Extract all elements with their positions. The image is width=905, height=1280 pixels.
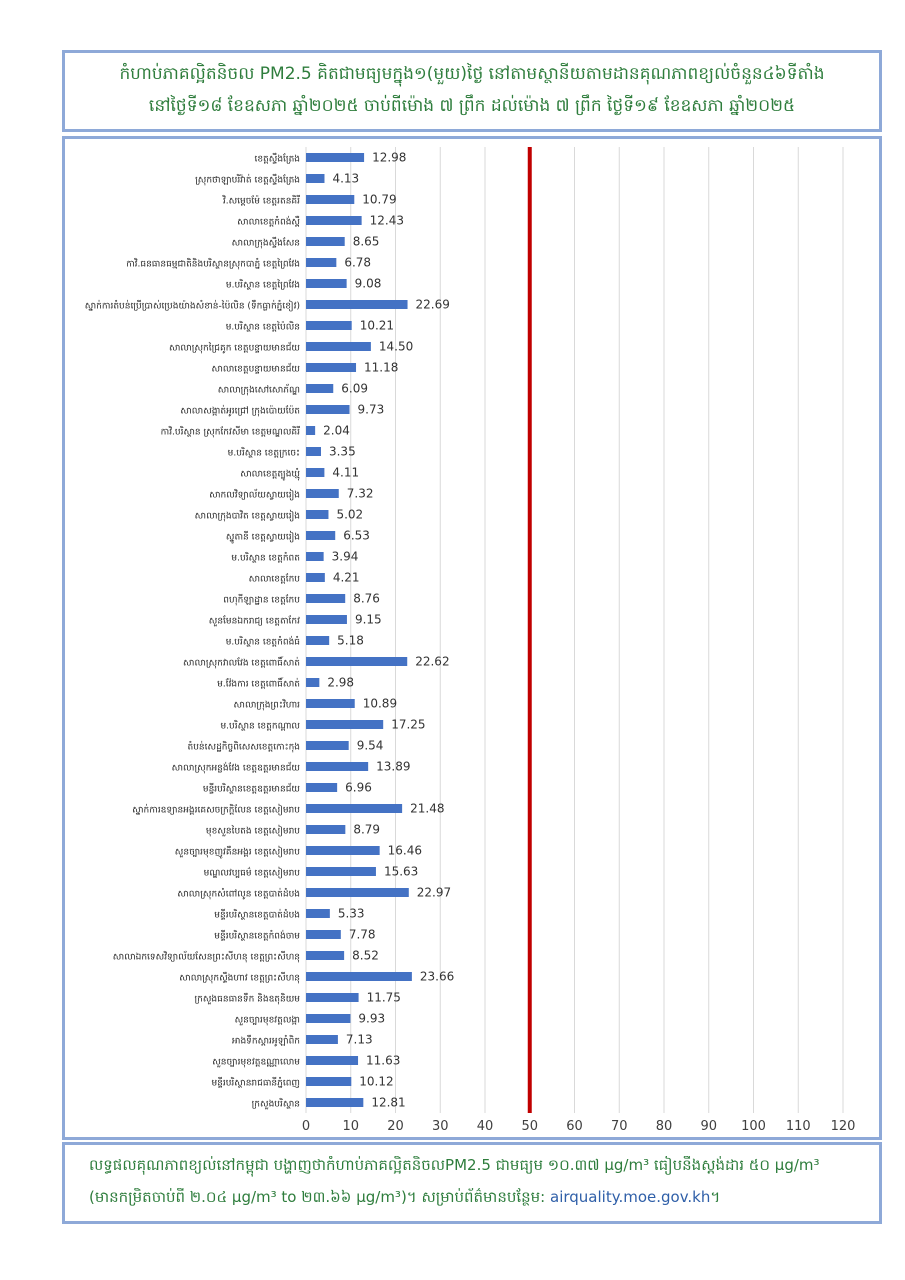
bar	[306, 825, 345, 834]
data-label: 4.21	[332, 570, 360, 585]
category-label: អាងទឹកស្តារអូឡាំពិក	[231, 1036, 300, 1047]
data-label: 22.62	[415, 654, 450, 669]
bar	[306, 699, 355, 708]
x-tick-label: 60	[566, 1119, 583, 1134]
bar	[306, 153, 364, 162]
bar	[306, 951, 344, 960]
category-label: តំបន់សេដ្ឋកិច្ចពិសេសខេត្តកោះកុង	[187, 742, 300, 753]
category-label: សួនច្បារមុខវត្តលង្កា	[234, 1015, 300, 1026]
bar	[306, 342, 371, 351]
data-label: 10.79	[362, 192, 397, 207]
bar	[306, 993, 359, 1002]
category-label: ស្នាក់ការតំបន់ប្រើប្រាស់ប្រេងយ៉ាងសំខាន់-ប៉ៃលិន (ទឹកធ្លាក់ភ្នំខៀវ)	[84, 301, 300, 312]
data-label: 21.48	[410, 801, 445, 816]
category-label: មន្ទីរបរិស្ថានខេត្តកំពង់ចាម	[214, 931, 300, 942]
bar	[306, 804, 402, 813]
footer-summary-line: លទ្ធផលគុណភាពខ្យល់នៅកម្ពុជា បង្ហាញថាកំហាប់ភាគល្អិតនិចលPM2.5 ជាមធ្យម ១០.៣៧ µg/m³ ធៀបនឹងស្តង់ដារ ៥០ µg/m³	[89, 1156, 820, 1174]
bar	[306, 573, 325, 582]
bar	[306, 720, 383, 729]
bar	[306, 1098, 363, 1107]
data-label: 10.12	[359, 1074, 394, 1089]
data-label: 10.21	[359, 318, 395, 333]
data-label: 15.63	[383, 864, 419, 879]
bar	[306, 909, 330, 918]
bar	[306, 657, 407, 666]
data-label: 6.78	[344, 255, 372, 270]
x-tick-label: 110	[785, 1119, 811, 1134]
category-label: មន្ទីរបរិស្ថានខេត្តបាត់ដំបង	[214, 910, 300, 921]
data-label: 9.54	[356, 738, 384, 753]
data-label: 12.98	[372, 150, 407, 165]
category-label: សាលាឯកទេសវិទ្យាល័យសែនព្រះសីហនុ ខេត្តព្រះសីហនុ	[112, 952, 300, 963]
data-label: 6.53	[343, 528, 370, 543]
grid-layer	[306, 147, 843, 1113]
data-label: 7.13	[345, 1032, 373, 1047]
data-label: 7.78	[348, 927, 376, 942]
x-tick-label: 10	[342, 1119, 360, 1134]
data-label: 11.75	[366, 990, 401, 1005]
page-title-line-1: កំហាប់ភាគល្អិតនិចល PM2.5 គិតជាមធ្យមក្នុង១(មួយ)ថ្ងៃ នៅតាមស្ថានីយតាមដានគុណភាពខ្យល់ចំនួន៤៦ទីតាំង	[119, 64, 825, 84]
bar	[306, 300, 408, 309]
data-label: 5.02	[336, 507, 364, 522]
category-label: កាវិ.ធនធានធម្មជាតិនិងបរិស្ថានស្រុកបាភ្នំ ខេត្តព្រៃវែង	[126, 259, 300, 270]
category-label: ស្រុកថាឡាបរិវ៉ាត់ ខេត្តស្ទឹងត្រែង	[195, 175, 300, 186]
data-label: 9.73	[357, 402, 385, 417]
bar	[306, 1014, 350, 1023]
x-tick-label: 40	[476, 1119, 494, 1134]
bar	[306, 1056, 358, 1065]
x-tick-label: 120	[830, 1119, 856, 1134]
x-tick-label: 0	[301, 1119, 311, 1134]
data-label: 22.97	[416, 885, 452, 900]
data-label: 23.66	[419, 969, 455, 984]
bar	[306, 447, 321, 456]
category-label: ម.បរិស្ថាន ខេត្តកណ្ដាល	[220, 721, 300, 732]
category-label: ម.បរិស្ថាន ខេត្តព្រៃវែង	[225, 280, 300, 291]
data-label: 8.52	[352, 948, 379, 963]
data-label: 13.89	[376, 759, 411, 774]
category-label: មុខសួនបៃតង ខេត្តសៀមរាប	[205, 826, 300, 837]
category-label: សាលាក្រុងសៅសោភ័ណ្ឌ	[217, 385, 300, 396]
category-label: សាលាក្រុងព្រះវិហារ	[233, 700, 300, 711]
category-label: សាលាក្រុងស្ទឹងសែន	[231, 238, 300, 249]
pm25-bar-chart	[65, 139, 879, 1137]
category-label: សួនច្បារមុខវត្តឧណ្ណាលោម	[212, 1057, 300, 1068]
bar	[306, 594, 345, 603]
data-label: 16.46	[387, 843, 423, 858]
category-label: សាលាខេត្តបន្ទាយមានជ័យ	[211, 364, 300, 375]
footer-range-line	[89, 1188, 869, 1210]
bar	[306, 468, 324, 477]
data-label: 8.65	[352, 234, 380, 249]
data-label: 8.79	[353, 822, 381, 837]
category-label: សាលាស្រុកវាលវែង ខេត្តពោធិ៍សាត់	[183, 658, 300, 669]
bar	[306, 363, 356, 372]
bar	[306, 636, 329, 645]
data-label: 17.25	[391, 717, 426, 732]
data-label: 6.96	[345, 780, 372, 795]
data-label: 9.15	[354, 612, 382, 627]
bar	[306, 216, 362, 225]
category-label: សាលាក្រុងបាវិត ខេត្តស្វាយរៀង	[194, 511, 300, 522]
category-label: ម.វ៉ែងការ ខេត្តពោធិ៍សាត់	[217, 679, 300, 690]
data-label: 5.33	[337, 906, 365, 921]
x-tick-label: 100	[741, 1119, 766, 1134]
category-label: សាលាខេត្តកំពង់ស្ពឺ	[237, 217, 300, 228]
data-label: 2.98	[327, 675, 355, 690]
bar	[306, 678, 319, 687]
bar	[306, 426, 315, 435]
data-label: 2.04	[323, 423, 350, 438]
x-tick-label: 30	[431, 1119, 449, 1134]
category-label: ស្នាក់ការឧទ្យានអង្គរគេសចក្រក្ដិលែន ខេត្តសៀមរាប	[132, 805, 300, 816]
data-label: 9.08	[354, 276, 382, 291]
category-label: មណ្ឌលវប្បធម៌ ខេត្តសៀមរាប	[203, 868, 300, 879]
category-label: ក្រសួងបរិស្ថាន	[251, 1099, 300, 1110]
footer-panel	[62, 1142, 882, 1224]
chart-panel	[62, 136, 882, 1140]
bar	[306, 741, 349, 750]
bar	[306, 237, 345, 246]
bar	[306, 846, 380, 855]
title-panel	[62, 50, 882, 132]
category-label: មន្ទីរបរិស្ថានរាជធានីភ្នំពេញ	[211, 1078, 300, 1089]
category-label: វិ.សម្ដេចម៉ែ ខេត្តរតនគិរី	[222, 196, 300, 207]
category-label: ម.បរិស្ថាន ខេត្តប៉ៃលិន	[225, 322, 300, 333]
category-label: សាលាសង្កាត់អូរជ្រៅ ក្រុងប៉ោយប៉ែត	[180, 406, 300, 417]
ticks-layer	[302, 1119, 856, 1134]
bar	[306, 867, 376, 876]
data-label: 12.81	[371, 1095, 406, 1110]
category-label: សាលាស្រុកស្ទឹងហាវ ខេត្តព្រះសីហនុ	[179, 973, 300, 984]
category-label: សាលាស្រុកអន្លង់វែង ខេត្តឧត្តរមានជ័យ	[171, 763, 300, 774]
labels-layer	[85, 151, 454, 1110]
bar	[306, 888, 409, 897]
category-label: ពហុកីឡាដ្ឋាន ខេត្តកែប	[223, 595, 300, 606]
data-label: 12.43	[369, 213, 404, 228]
bar	[306, 783, 337, 792]
category-label: សាលាស្រុកសំពៅលូន ខេត្តបាត់ដំបង	[177, 889, 300, 900]
bar	[306, 489, 339, 498]
bar	[306, 384, 333, 393]
footer-range-text: (មានកម្រិតចាប់ពី ២.០៤ µg/m³ to ២៣.៦៦ µg/m³)។ សម្រាប់ព័ត៌មានបន្ថែម:	[89, 1188, 550, 1206]
category-label: ស្នូតានី ខេត្តស្វាយរៀង	[225, 532, 300, 543]
bar	[306, 174, 324, 183]
bar	[306, 972, 412, 981]
data-label: 14.50	[378, 339, 414, 354]
bar	[306, 930, 341, 939]
x-tick-label: 90	[700, 1119, 718, 1134]
x-tick-label: 50	[521, 1119, 539, 1134]
data-label: 4.13	[332, 171, 360, 186]
bar	[306, 405, 350, 414]
page-title-line-2: នៅថ្ងៃទី១៨ ខែឧសភា ឆ្នាំ២០២៥ ចាប់ពីម៉ោង ៧ ព្រឹក ដល់ម៉ោង ៧ ព្រឹក ថ្ងៃទី១៩ ខែឧសភា ឆ្នាំ២០២៥	[148, 96, 796, 116]
category-label: ក្រសួងធនធានទឹក និងឧតុនិយម	[194, 994, 300, 1005]
data-label: 11.18	[364, 360, 399, 375]
x-tick-label: 20	[387, 1119, 404, 1134]
bar	[306, 258, 336, 267]
bar	[306, 1035, 338, 1044]
category-label: សាលាខេត្តត្បូងឃ្មុំ	[240, 469, 300, 480]
category-label: កាវិ.បរិស្ថាន ស្រុកកែវសីមា ខេត្តមណ្ឌលគិរី	[160, 427, 300, 438]
category-label: សាលាខេត្តកែប	[248, 574, 300, 585]
bar	[306, 510, 328, 519]
bar	[306, 195, 354, 204]
x-tick-label: 70	[610, 1119, 628, 1134]
data-label: 4.11	[332, 465, 360, 480]
category-label: ខេត្តស្ទឹងត្រែង	[254, 154, 300, 165]
category-label: ម.បរិស្ថាន ខេត្តកំពត	[231, 553, 300, 564]
bar	[306, 1077, 351, 1086]
bar	[306, 531, 335, 540]
category-label: ម.បរិស្ថាន ខេត្តកំពង់ធំ	[225, 637, 300, 648]
data-label: 5.18	[337, 633, 364, 648]
bar	[306, 615, 347, 624]
data-label: 6.09	[341, 381, 368, 396]
footer-end-mark: ។	[710, 1188, 721, 1206]
data-label: 9.93	[358, 1011, 386, 1026]
bar	[306, 552, 324, 561]
category-label: សាកលវិទ្យាល័យស្វាយរៀង	[209, 490, 300, 501]
category-label: សាលាស្រុកជ្រៃគូក ខេត្តបន្ទាយមានជ័យ	[168, 343, 300, 354]
bar	[306, 762, 368, 771]
data-label: 8.76	[353, 591, 380, 606]
bar	[306, 321, 352, 330]
data-label: 7.32	[346, 486, 374, 501]
category-label: សួនមែនឯករាជ្យ ខេត្តតាកែវ	[208, 616, 300, 627]
category-label: សួនច្បារមុខញូវគឺនអង្គរ ខេត្តសៀមរាប	[174, 847, 300, 858]
bar	[306, 279, 347, 288]
data-label: 3.94	[331, 549, 359, 564]
category-label: មន្ទីរបរិស្ថានខេត្តឧត្តរមានជ័យ	[202, 784, 300, 795]
data-label: 3.35	[328, 444, 356, 459]
data-label: 22.69	[415, 297, 450, 312]
data-label: 11.63	[366, 1053, 401, 1068]
data-label: 10.89	[362, 696, 398, 711]
x-tick-label: 80	[655, 1119, 673, 1134]
footer-website-link[interactable]: airquality.moe.gov.kh	[550, 1188, 711, 1206]
category-label: ម.បរិស្ថាន ខេត្តក្រចេះ	[227, 448, 300, 459]
